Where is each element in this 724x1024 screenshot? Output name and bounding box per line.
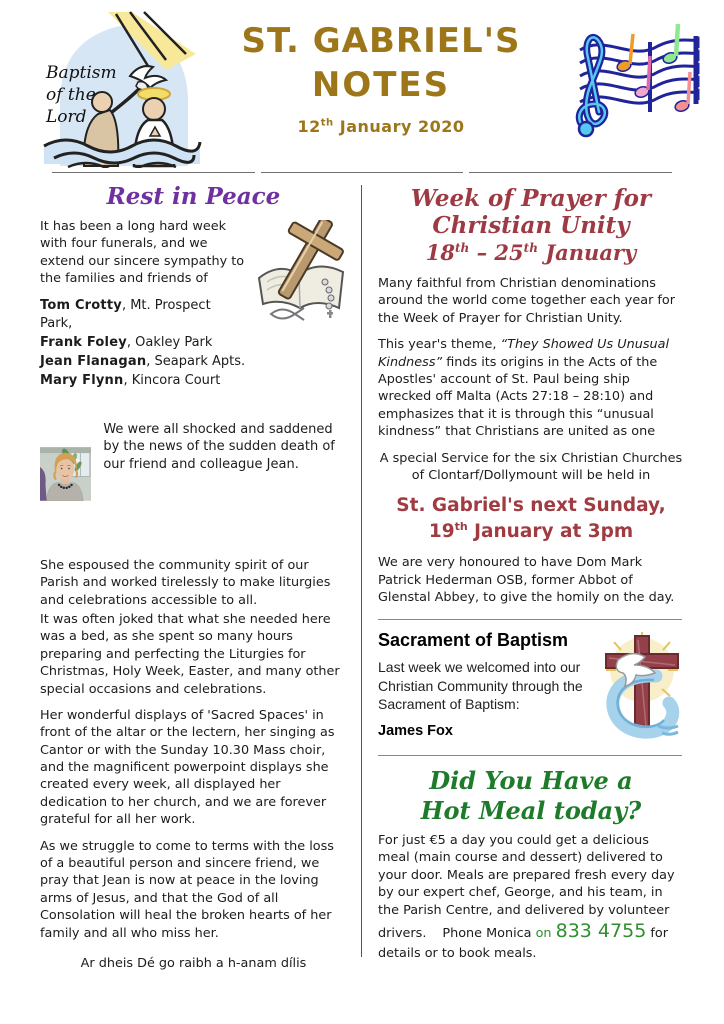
deceased-entry: Frank Foley, Oakley Park — [40, 335, 213, 351]
rip-intro-text: It has been a long hard week with four funerals, and we extend our sincere sympathy to the families and friends of — [40, 219, 245, 287]
rip-paragraph-displays: Her wonderful displays of 'Sacred Spaces' in front of the altar or the lectern, her singing as Cantor or with the Sunday 10.30 Mass choir, and the magnificent powerpoint displays she created every week, all displayed her dedication to her church, and we are forever grateful for all her work. — [40, 707, 335, 828]
unity-title-line2: Christian Unity — [432, 212, 630, 240]
main-content — [0, 183, 724, 972]
rip-intro-block — [40, 218, 347, 391]
unity-homily: We are very honoured to have Dom Mark Patrick Hederman OSB, former Abbot of Glenstal Abbey, to give the homily on the day. — [378, 555, 675, 606]
newsletter-title-line2: NOTES — [311, 64, 451, 105]
unity-service-notice: A special Service for the six Christian Churches of Clontarf/Dollymount will be held in — [379, 450, 683, 483]
irish-blessing: Ar dheis Dé go raibh a h-anam dílis — [80, 955, 307, 971]
right-column — [362, 183, 710, 972]
service-venue — [378, 493, 684, 545]
deceased-entry: Jean Flanagan, Seapark Apts. — [40, 354, 246, 370]
phone-number: 833 4755 — [555, 919, 647, 942]
header — [0, 0, 724, 172]
venue-line1: St. Gabriel's next Sunday, — [396, 495, 666, 517]
phone-contact: Phone Monica — [442, 925, 536, 941]
issue-date: 12th January 2020 — [297, 117, 465, 137]
deceased-entry: Tom Crotty, Mt. Prospect Park, — [40, 297, 211, 332]
baptism-caption — [46, 62, 117, 128]
jean-photo-block — [40, 401, 347, 547]
baptism-caption-line1: Baptism — [46, 63, 117, 83]
music-notes-illustration — [546, 12, 706, 158]
baptism-caption-line2: of the — [46, 85, 96, 106]
shocked-text: We were all shocked and saddened by the news of the sudden death of our friend and colleague Jean. — [103, 421, 335, 473]
week-of-prayer-title — [378, 185, 684, 266]
rest-in-peace-title: Rest in Peace — [106, 183, 281, 210]
masthead — [228, 21, 534, 137]
unity-theme-paragraph: This year's theme, “They Showed Us Unusual Kindness” finds its origins in the Acts of the Apostles' account of St. Paul being ship wrecked off Malta (Acts 27:18 – 28:10) and emphasizes that it is through this “unusual kindness” that Christians are united as one — [378, 337, 670, 440]
meal-title-line2: Hot Meal today? — [420, 795, 642, 825]
meal-title-line1: Did You Have a — [429, 766, 633, 796]
header-divider — [0, 172, 724, 173]
music-notes-icon — [546, 12, 706, 154]
rest-in-peace-section — [0, 183, 361, 972]
baptism-cross-dove-icon — [600, 630, 684, 742]
venue-line2: 19th January at 3pm — [428, 520, 634, 543]
rip-paragraph-community: She espoused the community spirit of our Parish and worked tirelessly to make liturgies and celebrations accessible to all. — [40, 557, 331, 608]
unity-intro: Many faithful from Christian denominations around the world come together each year for the Week of Prayer for Christian Unity. — [378, 276, 676, 326]
sacrament-of-baptism-section — [378, 630, 684, 742]
baptism-title: Sacrament of Baptism — [378, 630, 569, 651]
baptised-name: James Fox — [378, 722, 453, 739]
unity-dates: 18th – 25th January — [425, 240, 637, 266]
unity-theme-title: “They Showed Us Unusual Kindness” — [378, 337, 670, 370]
unity-title-line1: Week of Prayer for — [410, 185, 652, 212]
rip-paragraph-bed: It was often joked that what she needed here was a bed, as she spent so many hours preparing and perfecting the Liturgies for Christmas, Holy Week, Easter, and many other special occasions and celebrations. — [40, 611, 340, 697]
cross-and-bible-illustration — [253, 220, 347, 328]
jean-photo — [40, 401, 91, 547]
cross-bible-icon — [253, 220, 347, 324]
hot-meal-title — [378, 766, 684, 825]
section-divider — [378, 619, 682, 620]
baptism-caption-line3: Lord — [46, 107, 87, 128]
baptism-text-block — [378, 630, 594, 738]
baptism-of-the-lord-illustration — [20, 10, 212, 172]
deceased-entry: Mary Flynn, Kincora Court — [40, 372, 221, 388]
section-divider — [378, 755, 682, 756]
hot-meal-body: For just €5 a day you could get a delicious meal (main course and dessert) delivered to your door. Meals are prepared fresh every day by our expert chef, George, and his team, in the Parish Centre, and delivered by volunteer drivers. Phone Monica on 833 4755 for details or to book meals. — [378, 832, 675, 961]
rip-paragraph-loss: As we struggle to come to terms with the loss of a beautiful person and sincere friend, we pray that Jean is now at peace in the loving arms of Jesus, and that the God of all Consolation will heal the broken hearts of her family and all who miss her. — [40, 838, 334, 941]
newsletter-title-line1: ST. GABRIEL'S — [241, 21, 521, 61]
baptism-body: Last week we welcomed into our Christian Community through the Sacrament of Baptism: — [378, 659, 583, 713]
